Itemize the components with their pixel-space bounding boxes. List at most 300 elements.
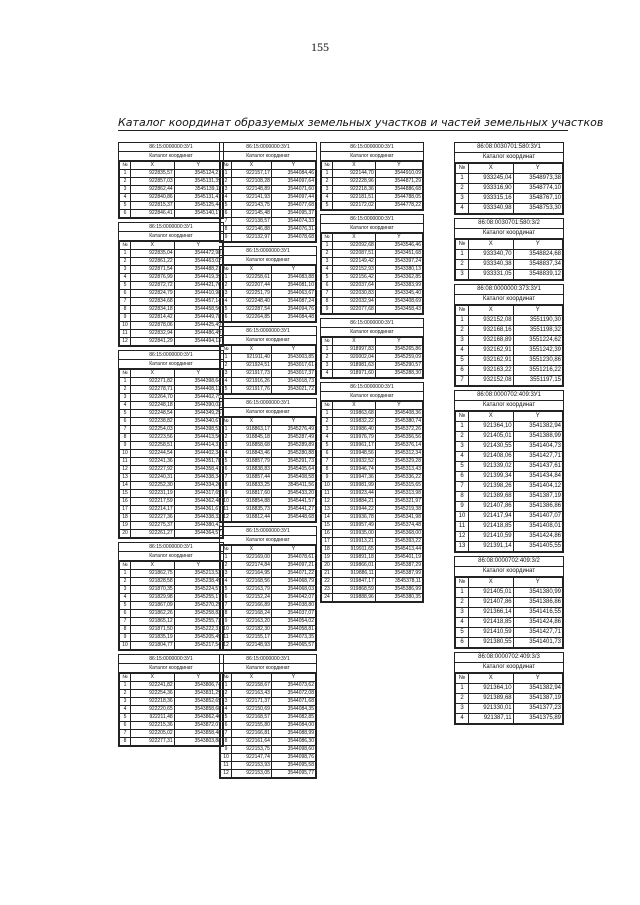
catalog-caption: Каталог координат (321, 392, 423, 401)
column-header: X (469, 164, 514, 174)
x-coordinate: 922168,24 (232, 610, 272, 618)
y-coordinate: 3541375,89 (513, 714, 562, 724)
column-header: № (456, 240, 469, 250)
table-row (322, 554, 423, 562)
point-number: 6 (221, 594, 232, 602)
table-header-row (456, 674, 563, 684)
table-row (120, 170, 223, 178)
table-row (221, 498, 316, 506)
x-coordinate: 921417,94 (469, 512, 514, 522)
y-coordinate: 3544095,77 (271, 770, 315, 778)
y-coordinate: 3544488,21 (174, 266, 222, 274)
x-coordinate: 922248,18 (131, 402, 175, 410)
y-coordinate: 3544338,32 (174, 514, 222, 522)
point-number: 8 (322, 466, 333, 474)
table-row (221, 634, 316, 642)
x-coordinate: 921330,01 (469, 704, 514, 714)
coordinate-block (454, 218, 564, 281)
table-row (221, 738, 316, 746)
point-number: 3 (120, 394, 131, 402)
x-coordinate: 921870,35 (131, 586, 175, 594)
y-coordinate: 3543362,85 (375, 274, 422, 282)
point-number: 6 (221, 314, 232, 322)
y-coordinate: 3541416,55 (513, 608, 562, 618)
y-coordinate: 3551216,22 (513, 366, 562, 376)
y-coordinate: 3544042,07 (271, 594, 315, 602)
y-coordinate: 3545378,11 (375, 578, 422, 586)
x-coordinate: 932152,08 (469, 316, 514, 326)
point-number: 5 (120, 714, 131, 722)
column-header: № (456, 164, 469, 174)
y-coordinate: 3544084,00 (271, 722, 315, 730)
table-row (221, 474, 316, 482)
point-number: 3 (322, 258, 333, 266)
x-coordinate: 922161,64 (232, 738, 272, 746)
point-number: 10 (221, 754, 232, 762)
y-coordinate: 3545205,49 (174, 634, 222, 642)
point-number: 4 (120, 706, 131, 714)
y-coordinate: 3544334,26 (174, 482, 222, 490)
table-row (221, 762, 316, 770)
point-number: 13 (120, 474, 131, 482)
catalog-caption: Каталог координат (220, 256, 316, 265)
x-coordinate: 919832,22 (333, 418, 376, 426)
x-coordinate: 918971,60 (333, 370, 376, 378)
catalog-caption: Каталог координат (455, 229, 563, 239)
point-number: 3 (322, 426, 333, 434)
point-number: 2 (456, 694, 469, 704)
point-number: 15 (120, 490, 131, 498)
point-number: 5 (221, 202, 232, 210)
coordinate-table (119, 561, 223, 650)
column-header: № (322, 162, 333, 170)
y-coordinate: 3544086,30 (271, 738, 315, 746)
x-coordinate: 919888,96 (333, 594, 376, 602)
point-number: 7 (221, 218, 232, 226)
y-coordinate: 3545405,64 (271, 466, 315, 474)
point-number: 1 (120, 250, 131, 258)
x-coordinate: 921380,55 (469, 638, 514, 648)
x-coordinate: 919935,00 (333, 530, 376, 538)
y-coordinate: 3541424,86 (513, 532, 562, 542)
y-coordinate: 3545224,57 (174, 586, 222, 594)
x-coordinate: 922215,36 (131, 722, 175, 730)
table-row (120, 378, 223, 386)
cadastral-number: 86:15:0000000:3У1 (321, 383, 423, 392)
x-coordinate: 922258,61 (232, 274, 272, 282)
table-header-row (120, 562, 223, 570)
x-coordinate: 921366,14 (469, 608, 514, 618)
table-row (456, 316, 563, 326)
point-number: 3 (456, 336, 469, 346)
y-coordinate: 3545336,22 (375, 474, 422, 482)
column-header: Y (513, 306, 562, 316)
table-row (221, 282, 316, 290)
point-number: 5 (120, 282, 131, 290)
coordinate-table (119, 161, 223, 218)
table-row (120, 314, 223, 322)
y-coordinate: 3544084,35 (271, 706, 315, 714)
table-row (456, 462, 563, 472)
point-number: 1 (456, 684, 469, 694)
x-coordinate: 922169,00 (232, 554, 272, 562)
table-row (456, 326, 563, 336)
x-coordinate: 933245,04 (469, 174, 514, 184)
point-number: 6 (120, 418, 131, 426)
x-coordinate: 922157,17 (232, 170, 272, 178)
table-row (221, 386, 316, 394)
y-coordinate: 3544421,70 (174, 282, 222, 290)
x-coordinate: 922030,83 (333, 290, 376, 298)
y-coordinate: 3541387,19 (513, 694, 562, 704)
point-number: 3 (456, 270, 469, 280)
table-row (120, 682, 223, 690)
point-number: 4 (120, 402, 131, 410)
x-coordinate: 919947,36 (333, 474, 376, 482)
table-row (322, 170, 423, 178)
coordinate-block (320, 214, 424, 315)
y-coordinate: 3545287,49 (271, 434, 315, 442)
y-coordinate: 3544458,56 (174, 306, 222, 314)
x-coordinate: 922108,28 (232, 178, 272, 186)
y-coordinate: 3544910,09 (375, 170, 422, 178)
table-row (456, 366, 563, 376)
point-number: 18 (120, 514, 131, 522)
table-row (456, 452, 563, 462)
column-header: Y (375, 338, 422, 346)
point-number: 5 (456, 356, 469, 366)
y-coordinate: 3543408,69 (375, 298, 422, 306)
point-number: 16 (120, 498, 131, 506)
coordinate-table (455, 239, 563, 280)
y-coordinate: 3544084,46 (271, 170, 315, 178)
column-header: X (131, 162, 175, 170)
cadastral-number: 86:15:0000000:3У1 (220, 527, 316, 536)
table-row (120, 586, 223, 594)
table-row (322, 530, 423, 538)
table-row (120, 506, 223, 514)
y-coordinate: 3545380,74 (375, 418, 422, 426)
table-row (322, 346, 423, 354)
x-coordinate: 922218,36 (333, 186, 376, 194)
x-coordinate: 921405,01 (469, 588, 514, 598)
coordinate-table (455, 577, 563, 648)
x-coordinate: 932152,08 (469, 376, 514, 386)
point-number: 4 (221, 706, 232, 714)
point-number: 9 (221, 746, 232, 754)
table-row (120, 530, 223, 538)
y-coordinate: 3548973,38 (513, 174, 562, 184)
cadastral-number: 86:15:0000000:3У1 (321, 215, 423, 224)
y-coordinate: 3545441,57 (271, 498, 315, 506)
table-header-row (120, 370, 223, 378)
x-coordinate: 921862,26 (131, 610, 175, 618)
y-coordinate: 3544402,75 (174, 394, 222, 402)
y-coordinate: 3543380,13 (375, 266, 422, 274)
point-number: 1 (120, 170, 131, 178)
column-header: X (232, 346, 272, 354)
table-row (322, 306, 423, 314)
point-number: 3 (456, 608, 469, 618)
cadastral-number: 86:15:0000000:3У1 (119, 143, 223, 152)
point-number: 21 (322, 570, 333, 578)
x-coordinate: 922168,57 (232, 714, 272, 722)
y-coordinate: 3545217,54 (174, 642, 222, 650)
point-number: 4 (322, 266, 333, 274)
point-number: 4 (221, 578, 232, 586)
y-coordinate: 3551190,30 (513, 316, 562, 326)
point-number: 6 (120, 722, 131, 730)
y-coordinate: 3548837,34 (513, 260, 562, 270)
cadastral-number: 86:15:0000000:3У1 (220, 247, 316, 256)
y-coordinate: 3545433,20 (271, 490, 315, 498)
point-number: 5 (322, 274, 333, 282)
y-coordinate: 3544358,41 (174, 466, 222, 474)
coordinate-table (455, 305, 563, 386)
y-coordinate: 3545131,39 (174, 178, 222, 186)
x-coordinate: 922164,95 (232, 570, 272, 578)
y-coordinate: 3544072,08 (271, 690, 315, 698)
x-coordinate: 921418,85 (469, 618, 514, 628)
table-row (221, 554, 316, 562)
table-row (120, 706, 223, 714)
column-header: Y (271, 546, 315, 554)
y-coordinate: 3544364,57 (174, 530, 222, 538)
point-number: 17 (322, 538, 333, 546)
x-coordinate: 921405,01 (469, 432, 514, 442)
point-number: 1 (322, 242, 333, 250)
coordinate-table (220, 265, 316, 322)
column-header: Y (513, 240, 562, 250)
catalog-caption: Каталог координат (119, 152, 223, 161)
column-header: X (333, 402, 376, 410)
table-header-row (456, 164, 563, 174)
table-row (120, 282, 223, 290)
point-number: 4 (221, 298, 232, 306)
y-coordinate: 3545368,00 (375, 530, 422, 538)
x-coordinate: 922152,24 (232, 594, 272, 602)
x-coordinate: 919946,74 (333, 466, 376, 474)
x-coordinate: 922214,17 (131, 506, 175, 514)
table-row (456, 270, 563, 280)
x-coordinate: 922238,82 (131, 418, 175, 426)
table-row (322, 298, 423, 306)
table-row (456, 502, 563, 512)
coordinate-block (320, 142, 424, 211)
y-coordinate: 3544402,34 (174, 450, 222, 458)
table-row (322, 266, 423, 274)
y-coordinate: 3544398,64 (174, 378, 222, 386)
y-coordinate: 3545411,56 (271, 482, 315, 490)
y-coordinate: 3543451,68 (375, 250, 422, 258)
table-row (221, 578, 316, 586)
table-row (120, 186, 223, 194)
point-number: 9 (322, 306, 333, 314)
table-row (322, 482, 423, 490)
x-coordinate: 919868,59 (333, 586, 376, 594)
table-row (221, 714, 316, 722)
table-header-row (322, 234, 423, 242)
x-coordinate: 922163,43 (232, 690, 272, 698)
column-header: № (456, 674, 469, 684)
column-header: № (322, 234, 333, 242)
column-header: № (221, 162, 232, 170)
table-row (322, 514, 423, 522)
coordinate-block (219, 526, 317, 651)
y-coordinate: 3545125,44 (174, 202, 222, 210)
table-row (221, 706, 316, 714)
y-coordinate: 3544078,61 (271, 554, 315, 562)
point-number: 1 (221, 274, 232, 282)
x-coordinate: 922240,31 (131, 474, 175, 482)
column-header: X (131, 674, 175, 682)
y-coordinate: 3541377,23 (513, 704, 562, 714)
y-coordinate: 3543397,24 (375, 258, 422, 266)
y-coordinate: 3544097,44 (271, 194, 315, 202)
point-number: 12 (221, 770, 232, 778)
y-coordinate: 3551242,39 (513, 346, 562, 356)
coordinate-table (321, 401, 423, 602)
column-header: № (322, 402, 333, 410)
column-header: Y (174, 674, 222, 682)
y-coordinate: 3545312,34 (375, 450, 422, 458)
x-coordinate: 919986,40 (333, 426, 376, 434)
point-number: 4 (456, 452, 469, 462)
y-coordinate: 3544082,85 (271, 714, 315, 722)
x-coordinate: 922077,68 (333, 306, 376, 314)
x-coordinate: 922149,42 (333, 258, 376, 266)
table-row (322, 562, 423, 570)
table-header-row (322, 338, 423, 346)
column-header: № (456, 412, 469, 422)
y-coordinate: 3543862,46 (174, 714, 222, 722)
y-coordinate: 3544058,81 (271, 626, 315, 634)
table-row (322, 282, 423, 290)
table-row (120, 602, 223, 610)
x-coordinate: 922032,94 (333, 298, 376, 306)
table-row (120, 690, 223, 698)
x-coordinate: 919886,11 (333, 570, 376, 578)
point-number: 6 (221, 466, 232, 474)
table-row (221, 642, 316, 650)
x-coordinate: 922231,19 (131, 490, 175, 498)
point-number: 7 (120, 426, 131, 434)
y-coordinate: 3544457,14 (174, 298, 222, 306)
point-number: 6 (221, 210, 232, 218)
point-number: 1 (322, 346, 333, 354)
column-header: Y (513, 674, 562, 684)
point-number: 9 (456, 502, 469, 512)
x-coordinate: 922287,54 (232, 306, 272, 314)
y-coordinate: 3544098,60 (271, 746, 315, 754)
point-number: 23 (322, 586, 333, 594)
point-number: 4 (221, 378, 232, 386)
y-coordinate: 3544351,78 (174, 458, 222, 466)
y-coordinate: 3541388,99 (513, 432, 562, 442)
y-coordinate: 3544317,69 (174, 490, 222, 498)
y-coordinate: 3541386,86 (513, 502, 562, 512)
point-number: 2 (322, 354, 333, 362)
x-coordinate: 922148,89 (232, 186, 272, 194)
x-coordinate: 919948,56 (333, 450, 376, 458)
y-coordinate: 3548774,10 (513, 184, 562, 194)
y-coordinate: 3545387,99 (375, 570, 422, 578)
x-coordinate: 918817,60 (232, 490, 272, 498)
x-coordinate: 932162,91 (469, 346, 514, 356)
table-row (322, 290, 423, 298)
y-coordinate: 3544054,02 (271, 618, 315, 626)
point-number: 8 (221, 738, 232, 746)
y-coordinate: 3544408,13 (174, 386, 222, 394)
column-header: Y (271, 162, 315, 170)
y-coordinate: 3541437,61 (513, 462, 562, 472)
table-row (221, 378, 316, 386)
y-coordinate: 3544098,76 (271, 754, 315, 762)
coordinate-block (118, 542, 224, 651)
catalog-caption: Каталог координат (455, 401, 563, 411)
column-header: № (456, 306, 469, 316)
y-coordinate: 3541387,19 (513, 492, 562, 502)
point-number: 2 (456, 598, 469, 608)
point-number: 11 (120, 330, 131, 338)
table-row (120, 306, 223, 314)
x-coordinate: 919932,52 (333, 458, 376, 466)
y-coordinate: 3545139,11 (174, 186, 222, 194)
x-coordinate: 933340,98 (469, 204, 514, 214)
y-coordinate: 3545280,88 (271, 450, 315, 458)
point-number: 3 (120, 186, 131, 194)
table-row (322, 178, 423, 186)
table-row (456, 532, 563, 542)
coordinate-table (455, 673, 563, 724)
y-coordinate: 3551230,86 (513, 356, 562, 366)
table-row (221, 226, 316, 234)
table-row (120, 522, 223, 530)
point-number: 3 (456, 442, 469, 452)
point-number: 13 (322, 506, 333, 514)
point-number: 1 (120, 570, 131, 578)
table-header-row (120, 242, 223, 250)
y-coordinate: 3544871,29 (375, 178, 422, 186)
point-number: 5 (221, 306, 232, 314)
coordinate-block (118, 142, 224, 219)
point-number: 11 (221, 634, 232, 642)
point-number: 8 (456, 492, 469, 502)
y-coordinate: 3544778,22 (375, 202, 422, 210)
x-coordinate: 922834,18 (131, 306, 175, 314)
y-coordinate: 3541427,71 (513, 628, 562, 638)
x-coordinate: 922228,96 (333, 178, 376, 186)
y-coordinate: 3541380,99 (513, 588, 562, 598)
x-coordinate: 918812,44 (232, 514, 272, 522)
table-row (120, 730, 223, 738)
x-coordinate: 922248,54 (131, 410, 175, 418)
cadastral-number: 86:15:0000000:3У1 (321, 319, 423, 328)
point-number: 6 (120, 210, 131, 218)
table-row (322, 258, 423, 266)
table-row (221, 514, 316, 522)
x-coordinate: 918845,18 (232, 434, 272, 442)
x-coordinate: 922241,36 (131, 458, 175, 466)
y-coordinate: 3545265,86 (375, 346, 422, 354)
y-coordinate: 3544074,33 (271, 218, 315, 226)
point-number: 3 (221, 442, 232, 450)
coordinate-block (219, 654, 317, 779)
point-number: 2 (221, 362, 232, 370)
y-coordinate: 3544065,57 (271, 642, 315, 650)
table-row (322, 450, 423, 458)
point-number: 11 (120, 458, 131, 466)
